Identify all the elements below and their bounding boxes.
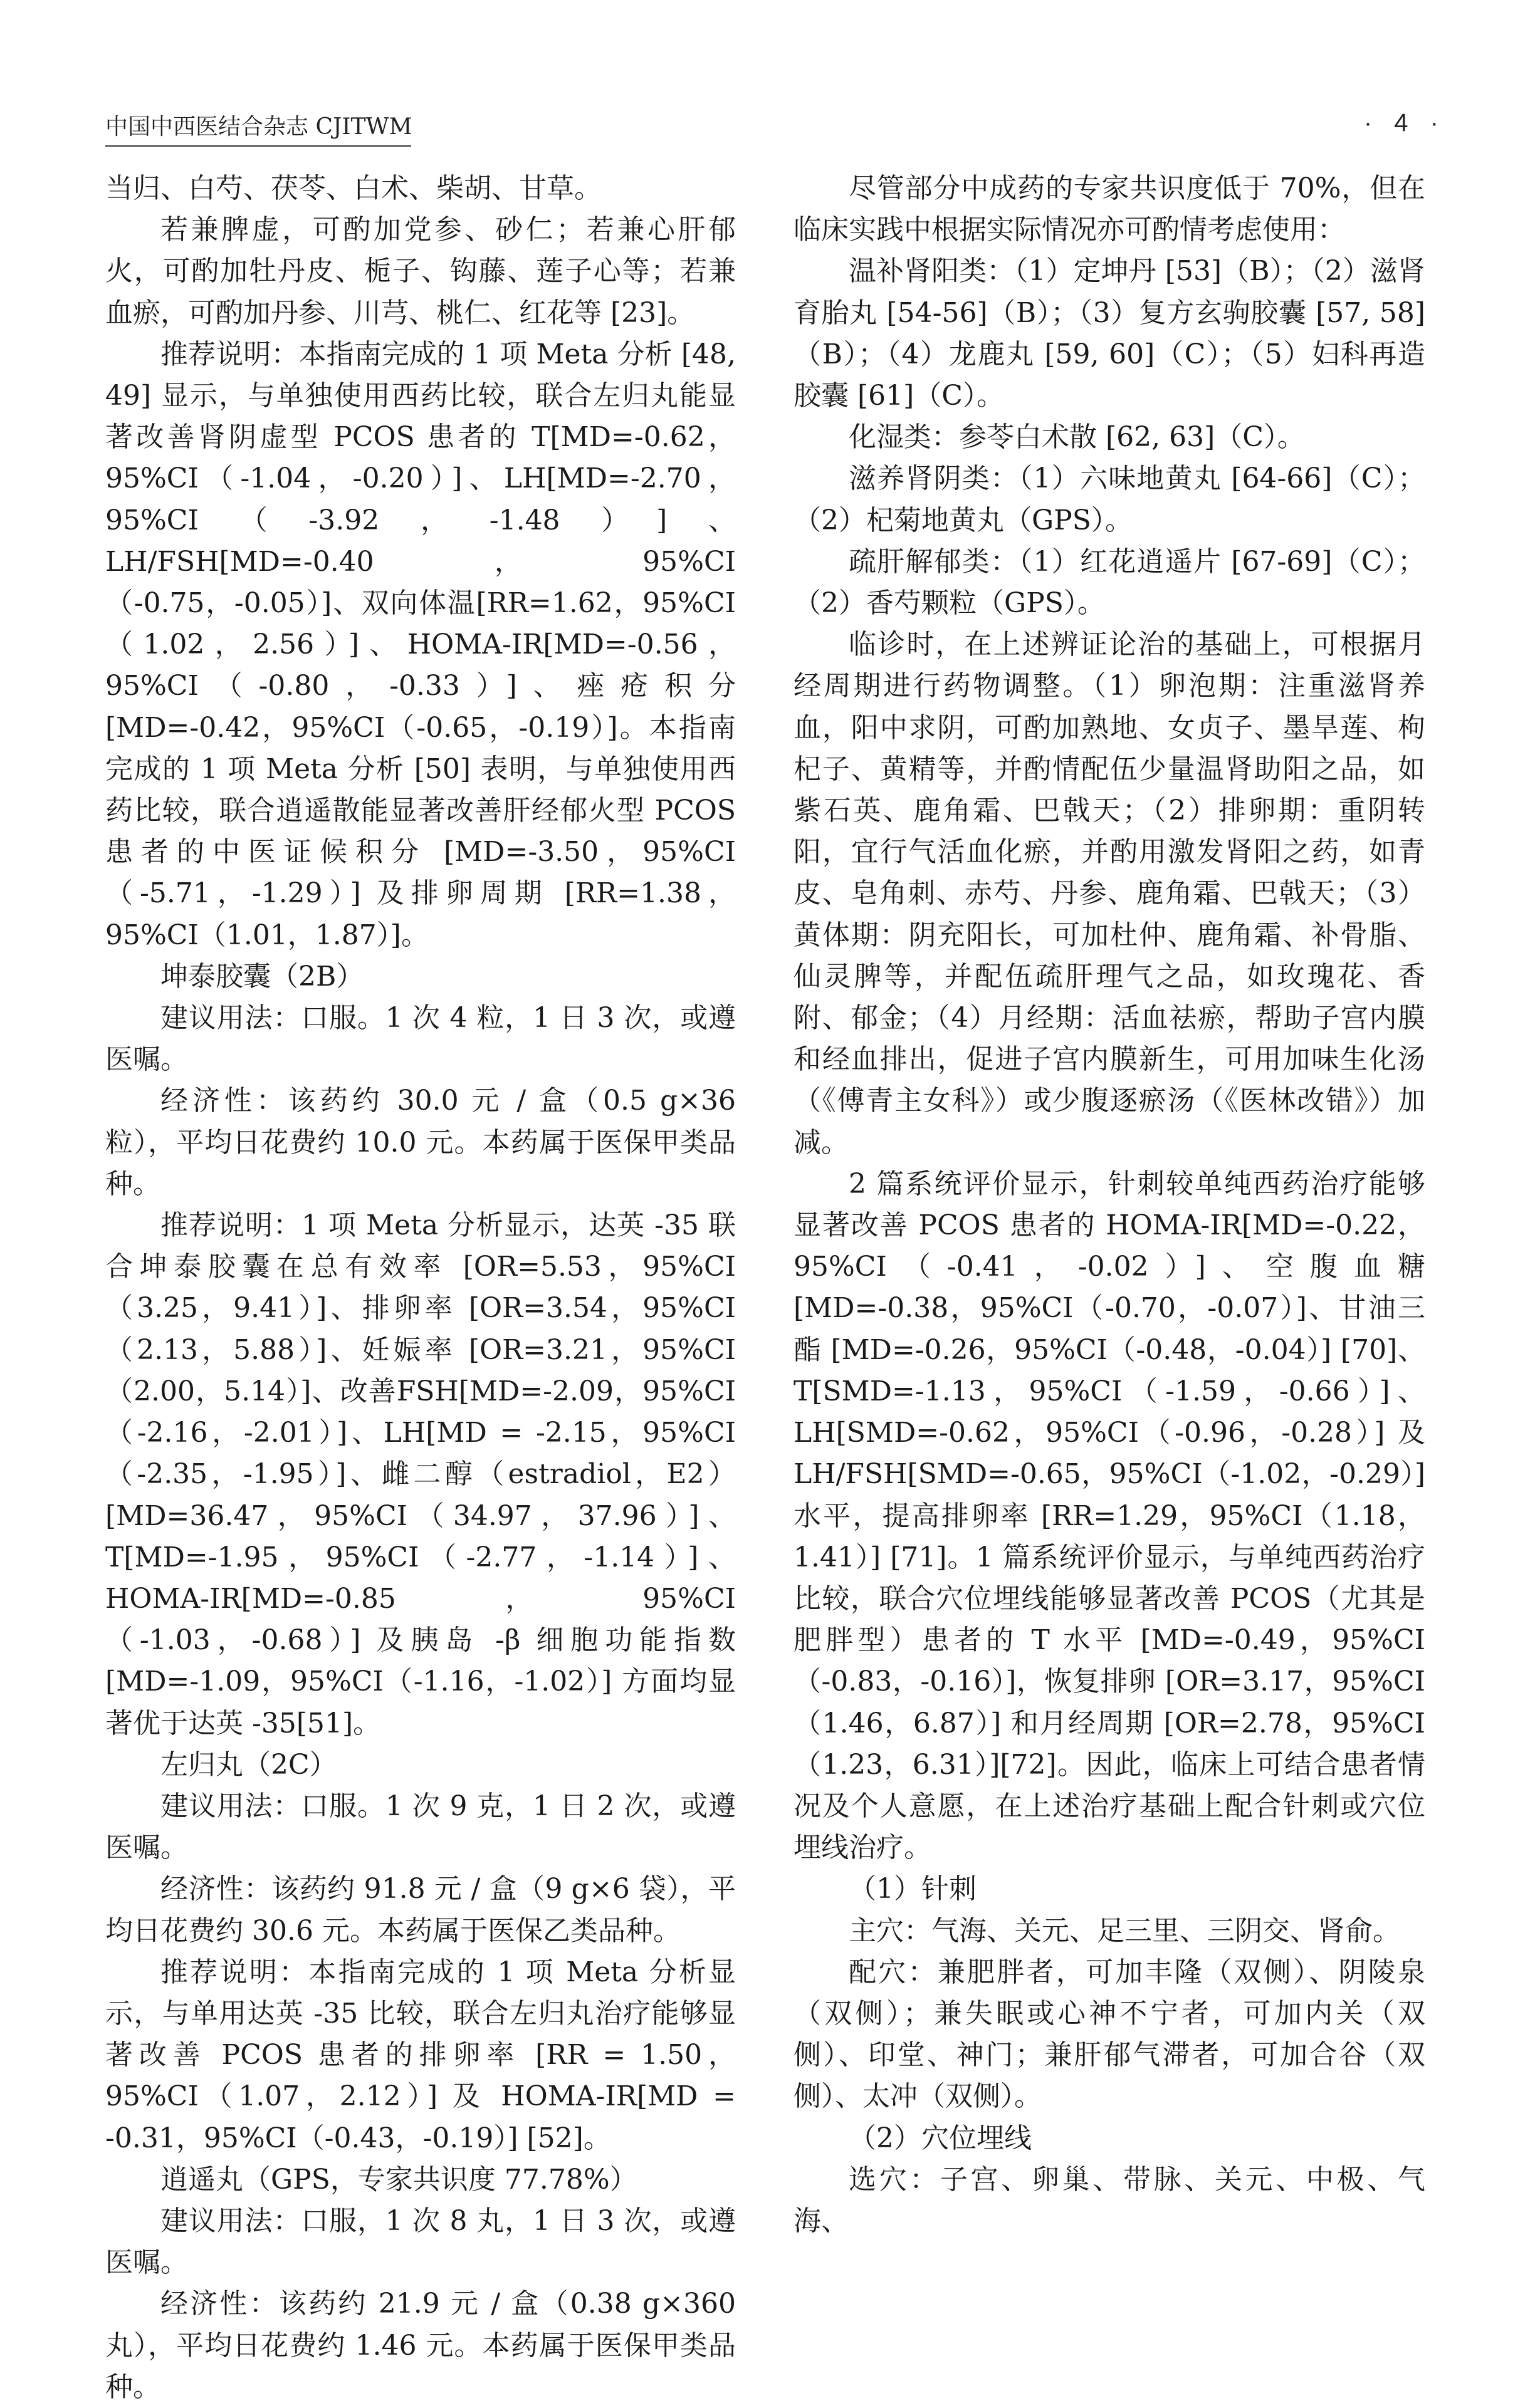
paragraph: 建议用法：口服。1 次 9 克，1 日 2 次，或遵医嘱。: [105, 1790, 736, 1864]
paragraph: （2）穴位埋线: [849, 2122, 1032, 2154]
left-column: [105, 168, 736, 2408]
paragraph: 疏肝解郁类：（1）红花逍遥片 [67-69]（C）；（2）香芍颗粒（GPS）。: [794, 545, 1425, 620]
paragraph: 选穴：子宫、卵巢、带脉、关元、中极、气海、: [794, 2163, 1425, 2237]
paragraph: 经济性：该药约 21.9 元 / 盒（0.38 g×360 丸），平均日花费约 1.46 元。本药属于医保甲类品种。: [105, 2288, 736, 2403]
paragraph: 配穴：兼肥胖者，可加丰隆（双侧）、阴陵泉（双侧）；兼失眠或心神不宁者，可加内关（双侧）、印堂、神门；兼肝郁气滞者，可加合谷（双侧）、太冲（双侧）。: [794, 1956, 1425, 2113]
paragraph: 滋养肾阴类：（1）六味地黄丸 [64-66]（C）；（2）杞菊地黄丸（GPS）。: [794, 462, 1425, 536]
paragraph: 临诊时，在上述辨证论治的基础上，可根据月经周期进行药物调整。（1）卵泡期：注重滋肾养血，阳中求阴，可酌加熟地、女贞子、墨旱莲、枸杞子、黄精等，并酌情配伍少量温肾助阳之品，如紫石英、鹿角霜、巴戟天；（2）排卵期：重阴转阳，宜行气活血化瘀，并酌用激发肾阳之药，如青皮、皂角刺、赤芍、丹参、鹿角霜、巴戟天；（3）黄体期：阴充阳长，可加杜仲、鹿角霜、补骨脂、仙灵脾等，并配伍疏肝理气之品，如玫瑰花、香附、郁金；（4）月经期：活血祛瘀，帮助子宫内膜和经血排出，促进子宫内膜新生，可用加味生化汤（《傅青主女科》）或少腹逐瘀汤（《医林改错》）加减。: [794, 628, 1425, 1159]
paragraph: 建议用法：口服，1 次 8 丸，1 日 3 次，或遵医嘱。: [105, 2204, 736, 2279]
paragraph: 经济性：该药约 30.0 元 / 盒（0.5 g×36 粒），平均日花费约 10.0 元。本药属于医保甲类品种。: [105, 1085, 736, 1200]
paragraph: 推荐说明：本指南完成的 1 项 Meta 分析 [48, 49] 显示，与单独使用西药比较，联合左归丸能显著改善肾阴虚型 PCOS 患者的 T[MD=-0.62，95%CI（-1.04，-0.20）]、LH[MD=-2.70，95%CI（-3.92，-1.48）]、LH/FSH[MD=-0.40，95%CI（-0.75，-0.05）]、双向体温[RR=1.62，95%CI（1.02，2.56）]、HOMA-IR[MD=-0.56，95%CI（-0.80，-0.33）]、痤疮积分[MD=-0.42，95%CI（-0.65，-0.19）]。本指南完成的 1 项 Meta 分析 [50] 表明，与单独使用西药比较，联合逍遥散能显著改善肝经郁火型 PCOS 患者的中医证候积分 [MD=-3.50，95%CI（-5.71，-1.29）] 及排卵周期 [RR=1.38，95%CI（1.01，1.87）]。: [105, 338, 736, 951]
paragraph: 温补肾阳类：（1）定坤丹 [53]（B）；（2）滋肾育胎丸 [54-56]（B）；（3）复方玄驹胶囊 [57, 58]（B）；（4）龙鹿丸 [59, 60]（C）；（5）妇科再造胶囊 [61]（C）。: [794, 255, 1425, 412]
page-number: · 4 ·: [1363, 109, 1446, 137]
paragraph: 化湿类：参苓白术散 [62, 63]（C）。: [849, 421, 1305, 454]
header-rule: [105, 145, 411, 147]
paragraph: 左归丸（2C）: [160, 1748, 337, 1781]
paragraph: 建议用法：口服。1 次 4 粒，1 日 3 次，或遵医嘱。: [105, 1002, 736, 1076]
paragraph: （1）针刺: [849, 1873, 977, 1905]
paragraph: 经济性：该药约 91.8 元 / 盒（9 g×6 袋），平均日花费约 30.6 元。本药属于医保乙类品种。: [105, 1873, 736, 1947]
paragraph: 主穴：气海、关元、足三里、三阴交、肾俞。: [849, 1914, 1400, 1947]
paragraph: 2 篇系统评价显示，针刺较单纯西药治疗能够显著改善 PCOS 患者的 HOMA-IR[MD=-0.22，95%CI（-0.41，-0.02）]、空腹血糖 [MD=-0.38，95%CI（-0.70，-0.07）]、甘油三酯 [MD=-0.26，95%CI（-0.48，-0.04）] [70]、T[SMD=-1.13，95%CI（-1.59，-0.66）]、LH[SMD=-0.62，95%CI（-0.96，-0.28）] 及 LH/FSH[SMD=-0.65，95%CI（-1.02，-0.29）] 水平，提高排卵率 [RR=1.29，95%CI（1.18，1.41）] [71]。1 篇系统评价显示，与单纯西药治疗比较，联合穴位埋线能够显著改善 PCOS（尤其是肥胖型）患者的 T 水平 [MD=-0.49，95%CI（-0.83，-0.16）]，恢复排卵 [OR=3.17，95%CI（1.46，6.87）] 和月经周期 [OR=2.78，95%CI（1.23，6.31）][72]。因此，临床上可结合患者情况及个人意愿，在上述治疗基础上配合针刺或穴位埋线治疗。: [794, 1167, 1425, 1864]
paragraph: 坤泰胶囊（2B）: [160, 960, 364, 993]
paragraph: 当归、白芍、茯苓、白术、柴胡、甘草。: [105, 172, 602, 204]
paragraph: 尽管部分中成药的专家共识度低于 70%，但在临床实践中根据实际情况亦可酌情考虑使用：: [794, 172, 1425, 246]
paragraph: 推荐说明：1 项 Meta 分析显示，达英 -35 联合坤泰胶囊在总有效率 [OR=5.53，95%CI（3.25，9.41）]、排卵率 [OR=3.54，95%CI（2.13，5.88）]、妊娠率 [OR=3.21，95%CI（2.00，5.14）]、改善FSH[MD=-2.09，95%CI（-2.16，-2.01）]、LH[MD = -2.15，95%CI（-2.35，-1.95）]、雌二醇（estradiol，E2）[MD=36.47，95%CI（34.97，37.96）]、T[MD=-1.95，95%CI（-2.77，-1.14）]、HOMA-IR[MD=-0.85，95%CI（-1.03，-0.68）] 及胰岛 -β 细胞功能指数 [MD=-1.09，95%CI（-1.16，-1.02）] 方面均显著优于达英 -35[51]。: [105, 1209, 736, 1739]
paragraph: 逍遥丸（GPS，专家共识度 77.78%）: [160, 2163, 637, 2196]
paragraph: 若兼脾虚，可酌加党参、砂仁；若兼心肝郁火，可酌加牡丹皮、栀子、钩藤、莲子心等；若兼血瘀，可酌加丹参、川芎、桃仁、红花等 [23]。: [105, 214, 736, 329]
right-column: [794, 168, 1425, 2242]
paragraph: 推荐说明：本指南完成的 1 项 Meta 分析显示，与单用达英 -35 比较，联合左归丸治疗能够显著改善 PCOS 患者的排卵率 [RR = 1.50，95%CI（1.07，2.12）] 及 HOMA-IR[MD = -0.31，95%CI（-0.43，-0.19）] [52]。: [105, 1956, 736, 2154]
journal-title: 中国中西医结合杂志 CJITWM: [105, 114, 412, 140]
